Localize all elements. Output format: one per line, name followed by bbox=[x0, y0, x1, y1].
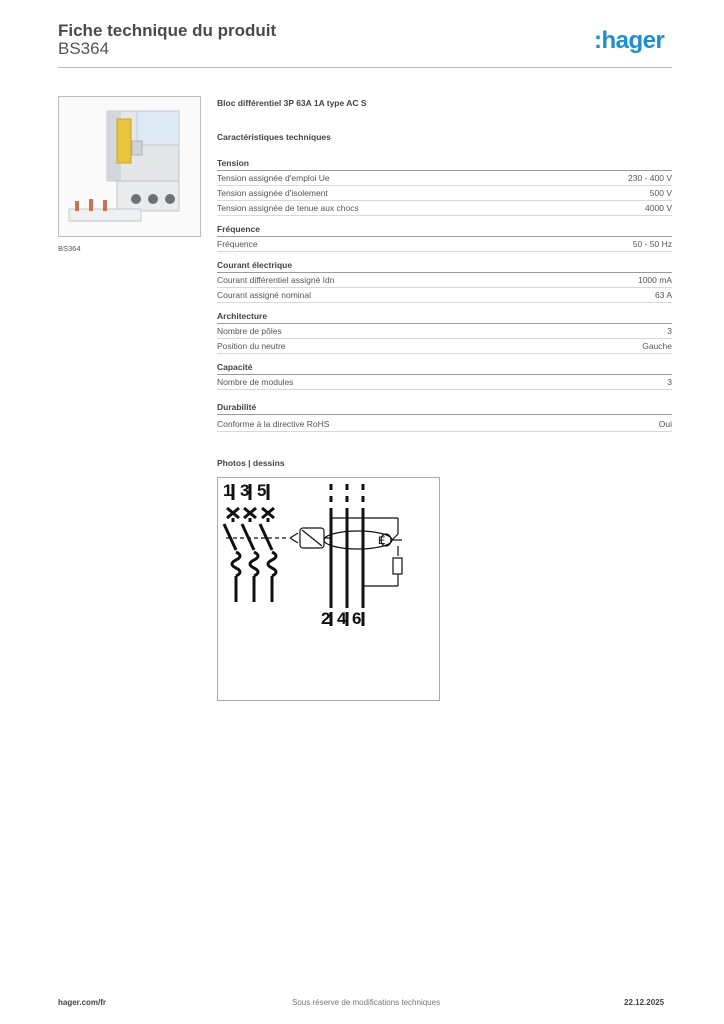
footer-date: 22.12.2025 bbox=[624, 998, 665, 1007]
wiring-diagram-svg bbox=[218, 478, 439, 700]
spec-value: 4000 V bbox=[645, 203, 672, 213]
group-title-architecture: Architecture bbox=[217, 309, 672, 324]
hager-logo: :hager bbox=[594, 27, 665, 54]
product-reference: BS364 bbox=[58, 39, 110, 58]
footer-website[interactable]: hager.com/fr bbox=[58, 998, 107, 1007]
spec-label: Tension assignée de tenue aux chocs bbox=[217, 203, 359, 213]
spec-label: Conforme à la directive RoHS bbox=[217, 419, 330, 429]
spec-value: Oui bbox=[658, 419, 672, 429]
spec-value: 230 - 400 V bbox=[628, 173, 672, 183]
spec-label: Courant assigné nominal bbox=[217, 290, 312, 300]
spec-row bbox=[217, 417, 672, 432]
spec-row bbox=[217, 273, 672, 288]
spec-value: 3 bbox=[667, 377, 672, 387]
test-label: E bbox=[378, 535, 386, 547]
spec-label: Tension assignée d'isolement bbox=[217, 188, 328, 198]
spec-label: Fréquence bbox=[217, 239, 258, 249]
terminal-label: 1 bbox=[223, 481, 233, 500]
photo-caption: BS364 bbox=[58, 244, 81, 253]
group-title-durabilite: Durabilité bbox=[217, 400, 672, 415]
spec-label: Nombre de pôles bbox=[217, 326, 282, 336]
group-title-capacite: Capacité bbox=[217, 360, 672, 375]
spec-value: 500 V bbox=[649, 188, 672, 198]
spec-row bbox=[217, 288, 672, 303]
footer-notice: Sous réserve de modifications techniques bbox=[292, 998, 441, 1007]
spec-label: Tension assignée d'emploi Ue bbox=[217, 173, 330, 183]
spec-value: 3 bbox=[667, 326, 672, 336]
spec-row bbox=[217, 375, 672, 390]
spec-label: Courant différentiel assigné Idn bbox=[217, 275, 335, 285]
product-illustration bbox=[59, 97, 200, 236]
group-title-tension: Tension bbox=[217, 156, 672, 171]
terminal-label: 4 bbox=[337, 609, 347, 628]
terminal-label: 2 bbox=[321, 609, 331, 628]
spec-row bbox=[217, 201, 672, 216]
wiring-diagram bbox=[217, 477, 440, 701]
spec-label: Position du neutre bbox=[217, 341, 286, 351]
spec-label: Nombre de modules bbox=[217, 377, 294, 387]
header-divider bbox=[58, 67, 672, 68]
page-title: Fiche technique du produit bbox=[58, 21, 277, 40]
spec-row bbox=[217, 324, 672, 339]
product-name: Bloc différentiel 3P 63A 1A type AC S bbox=[217, 98, 367, 108]
specifications bbox=[217, 96, 672, 432]
photos-section-title: Photos | dessins bbox=[217, 458, 285, 468]
spec-row bbox=[217, 171, 672, 186]
group-title-frequence: Fréquence bbox=[217, 222, 672, 237]
spec-value: Gauche bbox=[642, 341, 672, 351]
terminal-label: 3 bbox=[240, 481, 250, 500]
spec-value: 1000 mA bbox=[637, 275, 672, 285]
spec-value: 50 - 50 Hz bbox=[632, 239, 672, 249]
spec-row bbox=[217, 186, 672, 201]
terminal-label: 5 bbox=[257, 481, 267, 500]
spec-row bbox=[217, 237, 672, 252]
group-title-courant: Courant électrique bbox=[217, 258, 672, 273]
section-title: Caractéristiques techniques bbox=[217, 132, 331, 142]
terminal-label: 6 bbox=[352, 609, 362, 628]
spec-row bbox=[217, 339, 672, 354]
product-photo bbox=[58, 96, 201, 237]
spec-value: 63 A bbox=[654, 290, 672, 300]
